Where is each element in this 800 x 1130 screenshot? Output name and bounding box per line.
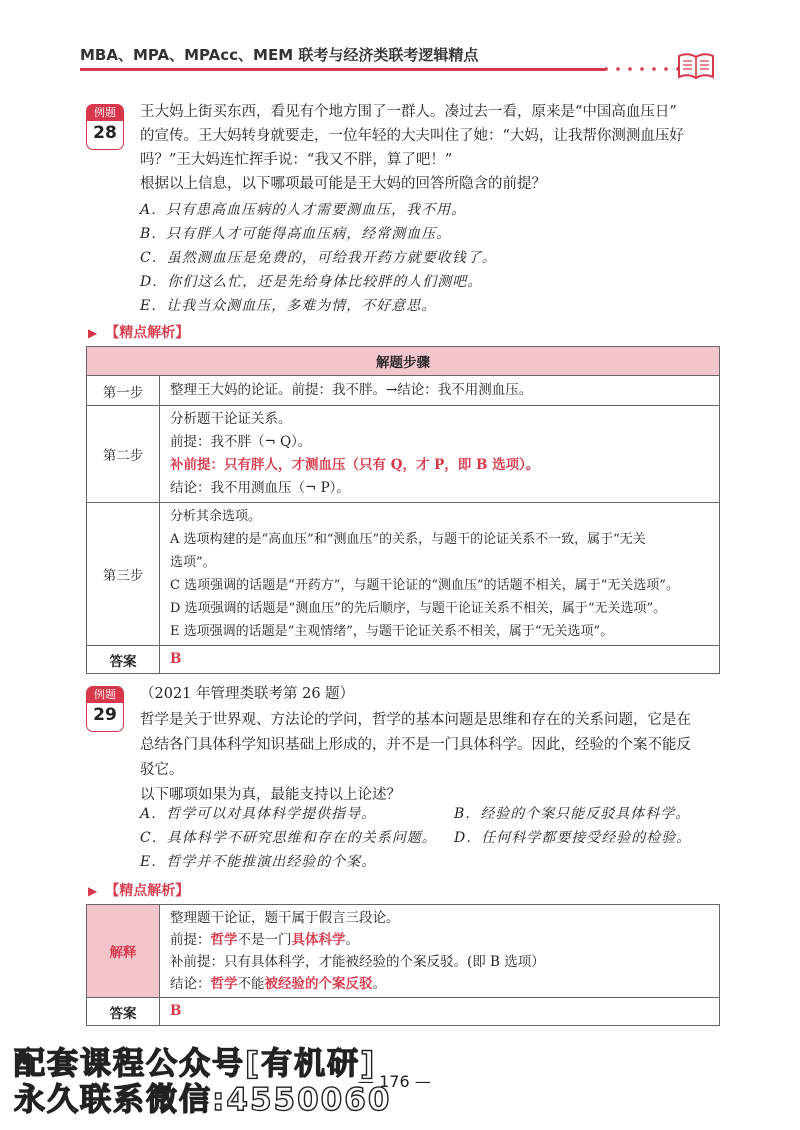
analysis-heading-text: 【精点解析】 <box>105 883 190 899</box>
step2-line: 分析题干论证关系。 <box>170 411 292 427</box>
step2-line: 前提：我不胖（¬ Q）。 <box>170 434 312 450</box>
question-source: （2021 年管理类联考第 26 题） <box>140 686 355 702</box>
step3-label: 第三步 <box>87 503 160 646</box>
watermark-line-2: 永久联系微信:4550060 <box>14 1082 392 1118</box>
question-line: 驳它。 <box>140 762 184 778</box>
triangle-bullet-icon: ▶ <box>88 326 98 340</box>
option-b: B．经验的个案只能反驳具体科学。 <box>454 806 691 822</box>
step3-line: 选项”。 <box>170 555 216 570</box>
header-rule <box>80 68 605 71</box>
text-fragment: 前提： <box>170 932 211 948</box>
option-a: A．哲学可以对具体科学提供指导。 <box>140 806 377 822</box>
option-b: B．只有胖人才可能得高血压病，经常测血压。 <box>140 226 452 242</box>
question-prompt: 以下哪项如果为真，最能支持以上论述？ <box>140 787 401 803</box>
step3-line: E 选项强调的话题是“主观情绪”，与题干论证关系不相关，属于“无关选项”。 <box>170 624 614 639</box>
highlight-term: 哲学 <box>210 932 238 948</box>
example-badge-number: 28 <box>93 123 117 143</box>
running-header-title: MBA、MPA、MPAcc、MEM 联考与经济类联考逻辑精点 <box>80 46 479 64</box>
question-line: 总结各门具体科学知识基础上形成的，并不是一门具体科学。因此，经验的个案不能反 <box>140 737 691 753</box>
step3-line: 分析其余选项。 <box>170 509 262 524</box>
question-line: 哲学是关于世界观、方法论的学问，哲学的基本问题是思维和存在的关系问题，它是在 <box>140 712 691 728</box>
explanation-table <box>86 904 720 1026</box>
step2-line: 结论：我不用测血压（¬ P）。 <box>170 480 350 496</box>
explain-line: 整理题干论证，题干属于假言三段论。 <box>170 910 400 926</box>
step3-content <box>160 503 720 646</box>
watermark-line-1: 配套课程公众号[有机研] <box>14 1046 377 1082</box>
analysis-heading-text: 【精点解析】 <box>105 325 190 341</box>
text-fragment: 不能 <box>237 976 265 992</box>
text-fragment: 不是一门 <box>237 932 292 948</box>
example-badge-29 <box>86 686 124 732</box>
step2-line-highlight: 补前提：只有胖人，才测血压（只有 Q，才 P，即 B 选项）。 <box>170 457 540 473</box>
answer-value: B <box>160 998 720 1026</box>
highlight-term: 哲学 <box>210 976 238 992</box>
question-line: 的宣传。王大妈转身就要走，一位年轻的大夫叫住了她：“大妈，让我帮你测测血压好 <box>140 128 684 144</box>
option-e: E．哲学并不能推演出经验的个案。 <box>140 854 377 870</box>
book-icon <box>676 50 716 80</box>
step1-content: 整理王大妈的论证。前提：我不胖。→结论：我不用测血压。 <box>160 376 720 406</box>
explain-label: 解释 <box>87 905 160 998</box>
example-badge-number: 29 <box>93 705 117 725</box>
step1-label: 第一步 <box>87 376 160 406</box>
triangle-bullet-icon: ▶ <box>88 884 98 898</box>
answer-label: 答案 <box>87 646 160 674</box>
step2-content <box>160 406 720 503</box>
example-badge-label: 例题 <box>87 687 123 703</box>
highlight-term: 被经验的个案反驳 <box>264 976 373 992</box>
option-e: E．让我当众测血压，多难为情，不好意思。 <box>140 298 437 314</box>
analysis-heading <box>88 322 189 342</box>
option-c: C．具体科学不研究思维和存在的关系问题。 <box>140 830 437 846</box>
question-line: 吗？”王大妈连忙挥手说：“我又不胖，算了吧！” <box>140 152 453 168</box>
step3-line: D 选项强调的话题是“测血压”的先后顺序，与题干论证关系不相关，属于“无关选项”。 <box>170 601 667 616</box>
step3-line: A 选项构建的是“高血压”和“测血压”的关系，与题干的论证关系不一致，属于“无关 <box>170 532 646 547</box>
solution-steps-table <box>86 346 720 674</box>
example-badge-label: 例题 <box>87 105 123 121</box>
explain-line <box>170 973 709 995</box>
text-fragment: 。 <box>372 976 386 992</box>
option-a: A．只有患高血压病的人才需要测血压，我不用。 <box>140 202 467 218</box>
text-fragment: 。 <box>345 932 359 948</box>
analysis-heading <box>88 880 189 900</box>
step2-label: 第二步 <box>87 406 160 503</box>
option-d: D．任何科学都要接受经验的检验。 <box>454 830 692 846</box>
text-fragment: 结论： <box>170 976 211 992</box>
option-c: C．虽然测血压是免费的，可给我开药方就要收钱了。 <box>140 250 497 266</box>
answer-value: B <box>160 646 720 674</box>
explain-line <box>170 929 709 951</box>
question-prompt: 根据以上信息，以下哪项最可能是王大妈的回答所隐含的前提？ <box>140 176 546 192</box>
answer-label: 答案 <box>87 998 160 1026</box>
table-header: 解题步骤 <box>87 347 720 376</box>
example-badge-28 <box>86 104 124 150</box>
explain-content <box>160 905 720 998</box>
header-dots <box>600 66 680 72</box>
step3-line: C 选项强调的话题是“开药方”，与题干论证的“测血压”的话题不相关，属于“无关选项”。 <box>170 578 679 593</box>
page-number: — 176 — <box>358 1072 431 1091</box>
explain-line: 补前提：只有具体科学，才能被经验的个案反驳。(即 B 选项） <box>170 954 545 970</box>
question-line: 王大妈上街买东西，看见有个地方围了一群人。凑过去一看，原来是“中国高血压日” <box>140 104 677 120</box>
option-d: D．你们这么忙，还是先给身体比较胖的人们测吧。 <box>140 274 483 290</box>
highlight-term: 具体科学 <box>291 932 346 948</box>
